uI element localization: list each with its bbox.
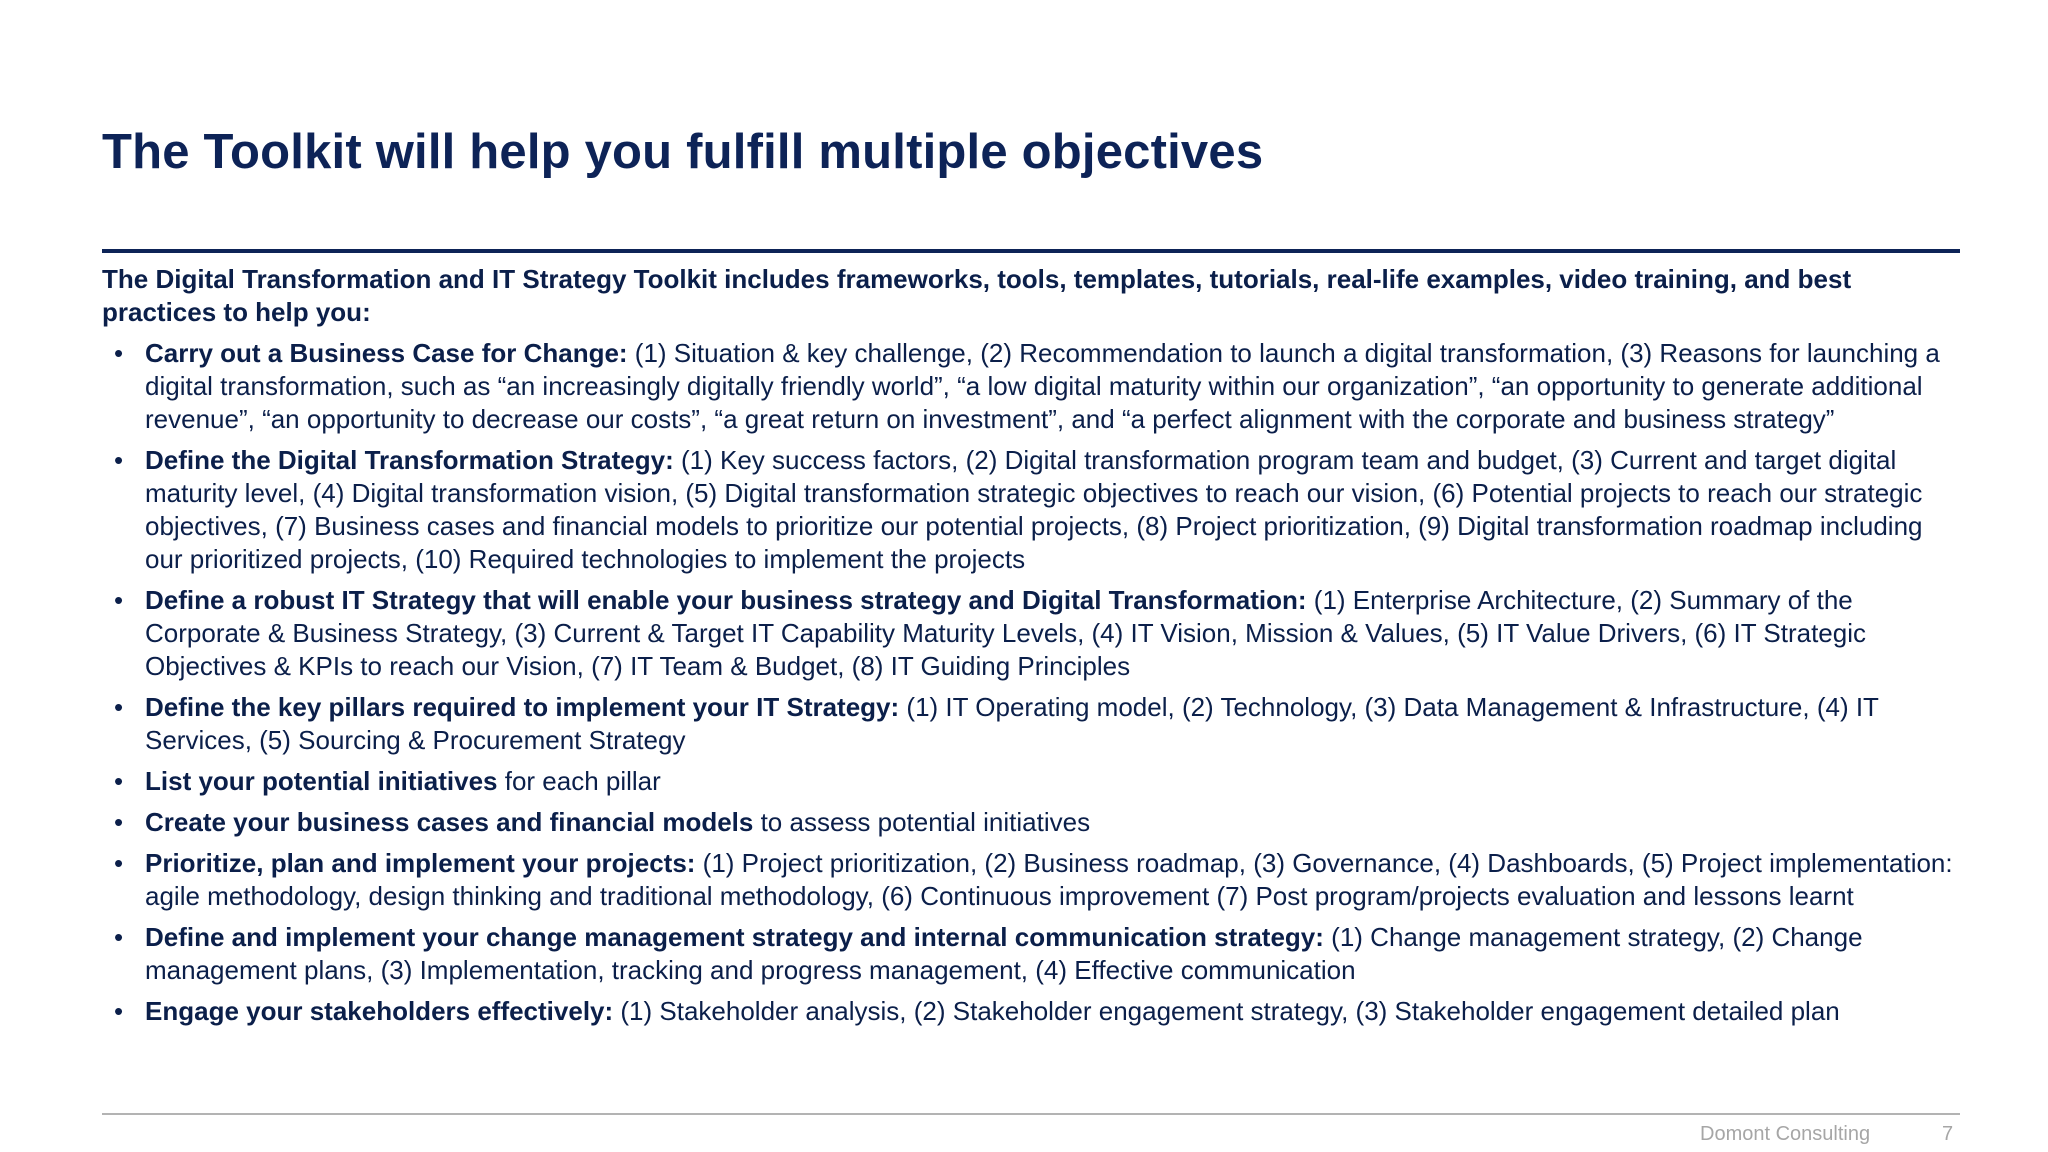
list-item-text: (1) Stakeholder analysis, (2) Stakeholder engagement strategy, (3) Stakeholder engagement detailed plan	[613, 996, 1840, 1026]
list-item-heading: List your potential initiatives	[145, 766, 498, 796]
page-number: 7	[1942, 1123, 1954, 1145]
list-item-heading: Create your business cases and financial models	[145, 807, 754, 837]
list-item	[102, 337, 1960, 436]
list-item	[102, 691, 1960, 757]
footer-company-name: Domont Consulting	[1700, 1123, 1871, 1145]
title-divider	[102, 249, 1960, 253]
list-item	[102, 995, 1960, 1028]
slide-content	[102, 263, 1960, 1036]
intro-text: The Digital Transformation and IT Strategy Toolkit includes frameworks, tools, templates, tutorials, real-life examples, video training, and best practices to help you:	[102, 264, 1852, 327]
list-item	[102, 444, 1960, 576]
list-item	[102, 584, 1960, 683]
list-item-text: to assess potential initiatives	[753, 807, 1091, 837]
bullet-icon: •	[114, 848, 124, 878]
list-item-text: (1) IT Operating model, (2) Technology, (3) Data Management & Infrastructure, (4) IT Services, (5) Sourcing & Procurement Strategy	[145, 692, 1879, 755]
list-item-heading: Define the key pillars required to implement your IT Strategy:	[145, 692, 900, 722]
slide-title: The Toolkit will help you fulfill multiple objectives	[102, 125, 1264, 179]
list-item	[102, 765, 1960, 798]
list-item-heading: Engage your stakeholders effectively:	[145, 996, 614, 1026]
bullet-icon: •	[114, 922, 124, 952]
list-item-heading: Define a robust IT Strategy that will enable your business strategy and Digital Transformation:	[145, 585, 1307, 615]
list-item	[102, 847, 1960, 913]
bullet-icon: •	[114, 585, 124, 615]
list-item-heading: Define and implement your change management strategy and internal communication strategy:	[145, 922, 1324, 952]
list-item-text: (1) Project prioritization, (2) Business roadmap, (3) Governance, (4) Dashboards, (5) Project implementation: agile methodology, design thinking and traditional methodology, (6) Continuous improvement (7) Post program/projects evaluation and lessons learnt	[145, 848, 1953, 911]
bullet-icon: •	[114, 445, 124, 475]
list-item-heading: Prioritize, plan and implement your projects:	[145, 848, 696, 878]
list-item-text: (1) Situation & key challenge, (2) Recommendation to launch a digital transformation, (3) Reasons for launching a digital transformation, such as “an increasingly digitally friendly world”, “a low digital maturity within our organization”, “an opportunity to generate additional revenue”, “an opportunity to decrease our costs”, “a great return on investment”, and “a perfect alignment with the corporate and business strategy”	[145, 338, 1940, 434]
bullet-icon: •	[114, 766, 124, 796]
list-item-heading: Define the Digital Transformation Strategy:	[145, 445, 674, 475]
list-item-text: for each pillar	[497, 766, 661, 796]
objectives-list	[102, 337, 1960, 1028]
footer-divider	[102, 1113, 1960, 1115]
bullet-icon: •	[114, 807, 124, 837]
list-item	[102, 806, 1960, 839]
list-item-heading: Carry out a Business Case for Change:	[145, 338, 628, 368]
bullet-icon: •	[114, 692, 124, 722]
list-item	[102, 921, 1960, 987]
bullet-icon: •	[114, 338, 124, 368]
list-item-text: (1) Key success factors, (2) Digital transformation program team and budget, (3) Current and target digital maturity level, (4) Digital transformation vision, (5) Digital transformation strategic objectives to reach our vision, (6) Potential projects to reach our strategic objectives, (7) Business cases and financial models to prioritize our potential projects, (8) Project prioritization, (9) Digital transformation roadmap including our prioritized projects, (10) Required technologies to implement the projects	[145, 445, 1923, 574]
list-item-text: (1) Enterprise Architecture, (2) Summary of the Corporate & Business Strategy, (3) Current & Target IT Capability Maturity Levels, (4) IT Vision, Mission & Values, (5) IT Value Drivers, (6) IT Strategic Objectives & KPIs to reach our Vision, (7) IT Team & Budget, (8) IT Guiding Principles	[145, 585, 1866, 681]
bullet-icon: •	[114, 996, 124, 1026]
list-item-text: (1) Change management strategy, (2) Change management plans, (3) Implementation, tracking and progress management, (4) Effective communication	[145, 922, 1863, 985]
